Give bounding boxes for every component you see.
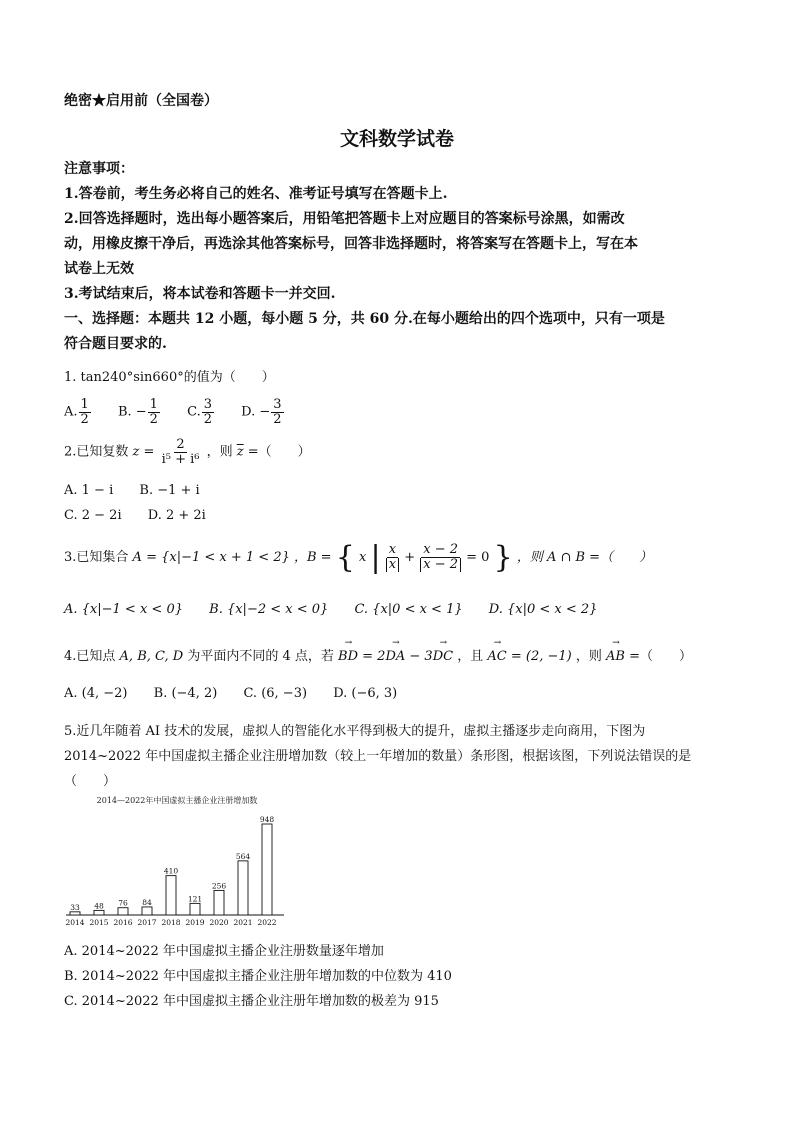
data-label-2016: 76 bbox=[118, 898, 128, 908]
data-label-2022: 948 bbox=[259, 815, 275, 824]
q4-option-a[interactable]: A. (4, −2) bbox=[64, 686, 128, 701]
q2-tail: =（ ） bbox=[247, 444, 311, 460]
q3-stem bbox=[64, 540, 652, 575]
q4-option-c[interactable]: C. (6, −3) bbox=[243, 686, 308, 701]
tick-label-2018: 2018 bbox=[161, 918, 181, 927]
denominator: x bbox=[386, 558, 399, 572]
notice-item-3: 3.考试结束后，将本试卷和答题卡一并交回. bbox=[64, 286, 336, 302]
q3-set-b-var: x bbox=[358, 550, 367, 565]
bar-2021 bbox=[238, 861, 248, 915]
bar-2015 bbox=[94, 910, 104, 915]
q1-option-d[interactable] bbox=[241, 398, 284, 426]
q4-minus: − 3 bbox=[409, 649, 433, 664]
notice-item-2-line-2: 动，用橡皮擦干净后，再选涂其他答案标号，回答非选择题时，将答案写在答题卡上，写在本 bbox=[64, 236, 638, 252]
tick-label-2019: 2019 bbox=[185, 918, 205, 927]
q4-comma: ，且 bbox=[457, 649, 484, 664]
q4-option-d[interactable]: D. (−6, 3) bbox=[333, 686, 398, 701]
tick-label-2022: 2022 bbox=[257, 918, 277, 927]
q2-options-row-2 bbox=[64, 508, 228, 523]
data-label-2015: 48 bbox=[94, 901, 104, 911]
notice-item-1: 1.答卷前，考生务必将自己的姓名、准考证号填写在答题卡上. bbox=[64, 186, 448, 202]
q1-option-c-label: C. bbox=[187, 404, 201, 420]
q4-then: ，则 bbox=[575, 649, 602, 664]
q3-set-b-lead: ，B = bbox=[294, 550, 332, 565]
q5-option-b[interactable]: B. 2014~2022 年中国虚拟主播企业注册年增加数的中位数为 410 bbox=[64, 969, 452, 984]
fraction bbox=[148, 398, 160, 426]
bar-2018 bbox=[166, 876, 176, 915]
q1-stem: 1. tan240°sin660°的值为（ ） bbox=[64, 370, 275, 385]
fraction bbox=[202, 398, 214, 426]
vector-ab: → AB bbox=[606, 649, 625, 664]
q4-ac-value: = (2, −1) bbox=[510, 649, 572, 664]
q1-options bbox=[64, 398, 307, 426]
q4-option-b[interactable]: B. (−4, 2) bbox=[153, 686, 218, 701]
tick-label-2016: 2016 bbox=[113, 918, 133, 927]
fraction bbox=[271, 398, 283, 426]
q2-conjugate: $\overline{z}$ bbox=[236, 444, 244, 460]
q4-mid: 为平面内不同的 4 点，若 bbox=[187, 649, 334, 664]
q2-option-d[interactable]: D. 2 + 2i bbox=[147, 508, 206, 523]
bar-chart bbox=[62, 792, 292, 930]
q2-option-a[interactable]: A. 1 − i bbox=[64, 483, 114, 498]
denominator: x − 2 bbox=[420, 558, 461, 572]
q3-options bbox=[64, 602, 619, 617]
q4-tail: =（ ） bbox=[629, 649, 693, 664]
tick-label-2017: 2017 bbox=[137, 918, 157, 927]
q2-fraction bbox=[160, 438, 202, 466]
denominator: 2 bbox=[203, 411, 212, 427]
denominator: i⁵ + i⁶ bbox=[161, 451, 200, 467]
bars-group bbox=[65, 815, 276, 927]
tick-label-2021: 2021 bbox=[233, 918, 253, 927]
q1-option-b-label: B. − bbox=[117, 404, 147, 420]
separator-bar: | bbox=[370, 540, 381, 575]
denominator: 2 bbox=[149, 411, 158, 427]
notice-heading: 注意事项： bbox=[64, 161, 134, 177]
data-label-2018: 410 bbox=[163, 866, 179, 876]
q2-stem bbox=[64, 438, 311, 466]
q3-fraction-2 bbox=[420, 543, 461, 571]
q3-option-a[interactable]: A. {x|−1 < x < 0} bbox=[64, 602, 183, 617]
q2-options-row-1 bbox=[64, 483, 222, 498]
chart-title: 2014—2022年中国虚拟主播企业注册增加数 bbox=[96, 796, 258, 805]
denominator: 2 bbox=[80, 411, 89, 427]
numerator: x − 2 bbox=[423, 542, 458, 558]
numerator: 3 bbox=[273, 397, 282, 412]
q4-eq: = 2 bbox=[362, 649, 386, 664]
q3-plus: + bbox=[404, 550, 416, 565]
q3-option-b[interactable]: B. {x|−2 < x < 0} bbox=[209, 602, 329, 617]
vector-bd: → BD bbox=[338, 649, 358, 664]
bar-2017 bbox=[142, 907, 152, 915]
numerator: 3 bbox=[203, 397, 212, 412]
data-label-2017: 84 bbox=[142, 897, 152, 907]
q3-suffix: ，则 A ∩ B =（ ） bbox=[516, 550, 653, 565]
data-label-2019: 121 bbox=[187, 894, 203, 904]
q1-option-a[interactable] bbox=[64, 398, 92, 426]
q2-option-b[interactable]: B. −1 + i bbox=[139, 483, 200, 498]
bar-2016 bbox=[118, 908, 128, 915]
tick-label-2014: 2014 bbox=[65, 918, 85, 927]
tick-label-2015: 2015 bbox=[89, 918, 109, 927]
vector-ac: → AC bbox=[487, 649, 506, 664]
bar-2019 bbox=[190, 903, 200, 915]
q3-equals-zero: = 0 bbox=[466, 550, 490, 565]
q3-set-a: A = {x|−1 < x + 1 < 2} bbox=[132, 550, 290, 565]
notice-item-2-line-1: 2.回答选择题时，选出每小题答案后，用铅笔把答题卡上对应题目的答案标号涂黑，如需改 bbox=[64, 211, 625, 227]
section1-line-2: 符合题目要求的. bbox=[64, 336, 167, 352]
q5-line-1: 5.近几年随着 AI 技术的发展，虚拟人的智能化水平得到极大的提升，虚拟主播逐步走向商用，下图为 bbox=[64, 724, 646, 739]
section1-line-1: 一、选择题：本题共 12 小题，每小题 5 分，共 60 分.在每小题给出的四个选项中，只有一项是 bbox=[64, 311, 665, 327]
numerator: 1 bbox=[80, 397, 89, 412]
q5-option-c[interactable]: C. 2014~2022 年中国虚拟主播企业注册年增加数的极差为 915 bbox=[64, 994, 439, 1009]
q5-line-2: 2014~2022 年中国虚拟主播企业注册增加数（较上一年增加的数量）条形图，根据该图，下列说法错误的是 bbox=[64, 749, 692, 764]
data-label-2014: 33 bbox=[70, 902, 80, 912]
q1-option-d-label: D. − bbox=[241, 404, 271, 420]
tick-label-2020: 2020 bbox=[209, 918, 229, 927]
q4-options bbox=[64, 686, 419, 701]
numerator: x bbox=[388, 542, 397, 558]
q3-fraction-1 bbox=[386, 543, 399, 571]
q1-option-b[interactable] bbox=[118, 398, 161, 426]
q5-option-a[interactable]: A. 2014~2022 年中国虚拟主播企业注册数量逐年增加 bbox=[64, 944, 384, 959]
vector-dc: → DC bbox=[433, 649, 453, 664]
q4-stem bbox=[64, 645, 692, 664]
q1-option-c[interactable] bbox=[187, 398, 215, 426]
q3-prefix: 3.已知集合 bbox=[64, 550, 129, 565]
q2-suffix: ，则 bbox=[206, 444, 233, 460]
q2-option-c[interactable]: C. 2 − 2i bbox=[64, 508, 122, 523]
q1-option-a-label: A. bbox=[64, 404, 78, 420]
q3-option-c[interactable]: C. {x|0 < x < 1} bbox=[354, 602, 463, 617]
q2-prefix: 2.已知复数 bbox=[64, 444, 129, 460]
numerator: 2 bbox=[176, 437, 185, 452]
top-secret-label: 绝密★启用前（全国卷） bbox=[64, 93, 218, 109]
q3-option-d[interactable]: D. {x|0 < x < 2} bbox=[488, 602, 598, 617]
bar-2014 bbox=[70, 912, 80, 915]
right-brace: } bbox=[493, 540, 513, 575]
q5-line-3: （ ） bbox=[64, 774, 117, 789]
notice-item-2-line-3: 试卷上无效 bbox=[64, 261, 134, 277]
vector-da: → DA bbox=[385, 649, 405, 664]
q4-prefix: 4.已知点 bbox=[64, 649, 116, 664]
data-label-2021: 564 bbox=[235, 851, 251, 861]
q2-lhs: z = bbox=[132, 444, 155, 460]
bar-2022 bbox=[262, 824, 272, 915]
data-label-2020: 256 bbox=[211, 881, 227, 891]
left-brace: { bbox=[335, 540, 355, 575]
bar-2020 bbox=[214, 890, 224, 915]
page-title: 文科数学试卷 bbox=[339, 128, 454, 150]
numerator: 1 bbox=[149, 397, 158, 412]
fraction bbox=[79, 398, 91, 426]
denominator: 2 bbox=[273, 411, 282, 427]
q4-points: A, B, C, D bbox=[119, 649, 184, 664]
